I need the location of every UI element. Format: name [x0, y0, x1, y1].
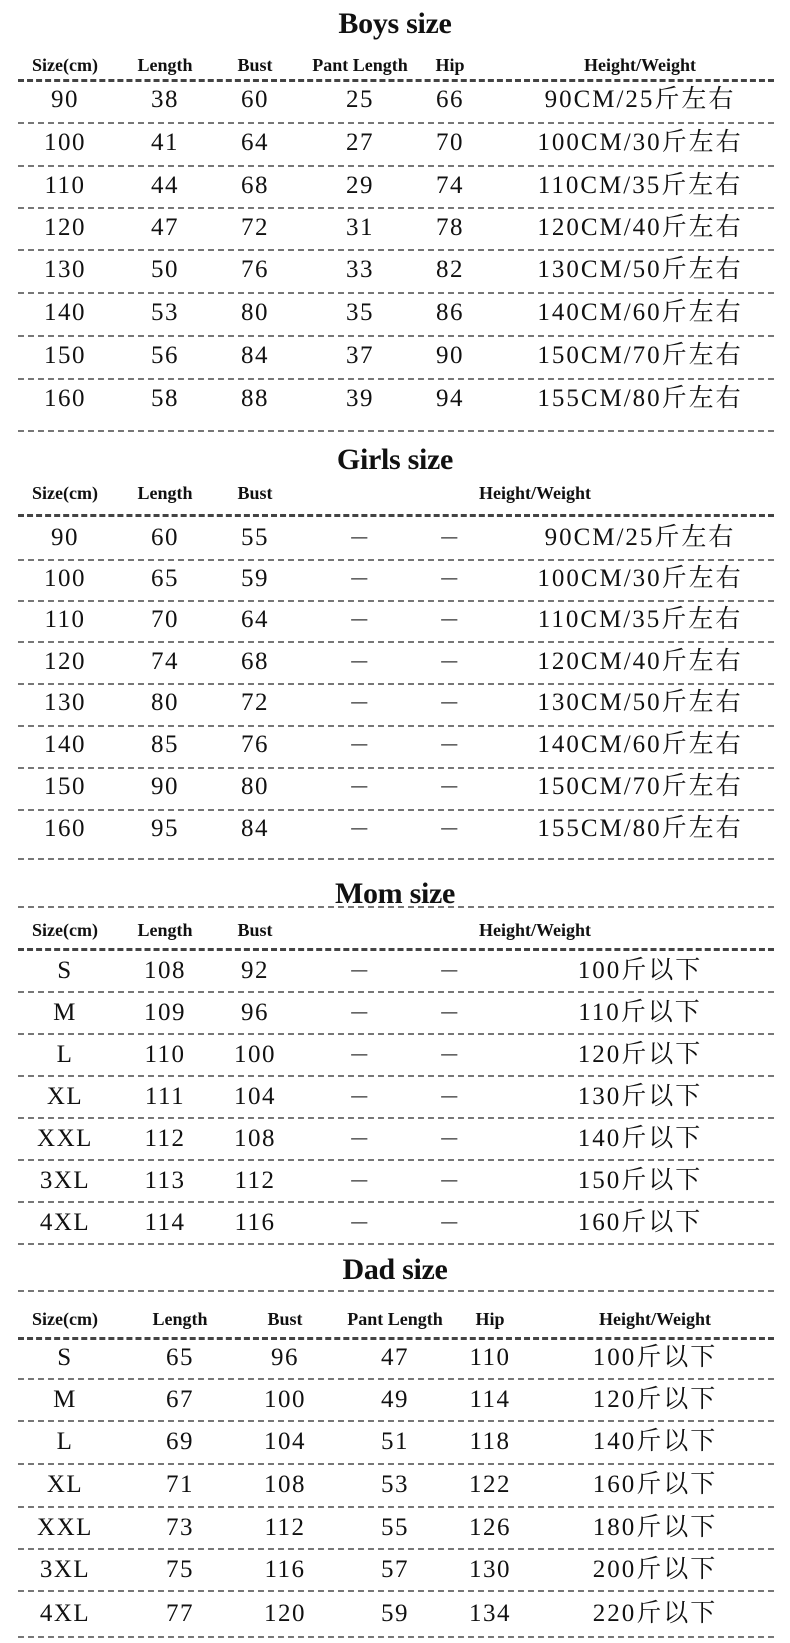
cell-size: M	[53, 1386, 77, 1413]
cell-pant-length: 35	[346, 299, 374, 326]
cell-size: 120	[44, 648, 86, 675]
cell-height-weight: 120CM/40斤左右	[537, 648, 743, 675]
header-bust: Bust	[267, 1309, 303, 1329]
cell-bust: 112	[234, 1167, 276, 1194]
girls-size-title: Girls size	[336, 443, 454, 476]
cell-pant-length: 53	[381, 1471, 409, 1498]
cell-empty: —	[350, 568, 370, 589]
cell-height-weight: 150CM/70斤左右	[537, 773, 743, 800]
cell-size: 160	[44, 385, 86, 412]
cell-height-weight: 180斤以下	[592, 1514, 718, 1541]
cell-height-weight: 100斤以下	[577, 957, 703, 984]
cell-size: XL	[46, 1083, 84, 1110]
cell-height-weight: 130斤以下	[577, 1083, 703, 1110]
table-row	[0, 991, 790, 1035]
cell-height-weight: 120斤以下	[592, 1386, 718, 1413]
cell-length: 65	[151, 565, 179, 592]
cell-hip: 78	[436, 214, 464, 241]
cell-empty: —	[350, 1002, 370, 1023]
cell-bust: 112	[264, 1514, 306, 1541]
cell-length: 74	[151, 648, 179, 675]
cell-empty: —	[440, 818, 460, 839]
cell-height-weight: 100CM/30斤左右	[537, 565, 743, 592]
cell-length: 69	[166, 1428, 194, 1455]
cell-empty: —	[440, 734, 460, 755]
cell-bust: 76	[241, 731, 269, 758]
cell-hip: 66	[436, 86, 464, 113]
cell-length: 77	[166, 1600, 194, 1627]
cell-length: 56	[151, 342, 179, 369]
cell-height-weight: 90CM/25斤左右	[544, 86, 736, 113]
cell-length: 113	[144, 1167, 186, 1194]
cell-empty: —	[440, 527, 460, 548]
header-bust: Bust	[237, 55, 273, 75]
divider	[18, 1290, 774, 1292]
table-row	[0, 1201, 790, 1245]
cell-bust: 60	[241, 86, 269, 113]
cell-pant-length: 47	[381, 1344, 409, 1371]
header-hip: Hip	[475, 1309, 505, 1329]
cell-height-weight: 110斤以下	[578, 999, 702, 1026]
cell-empty: —	[350, 609, 370, 630]
cell-length: 114	[144, 1209, 186, 1236]
table-row	[0, 206, 790, 250]
cell-empty: —	[350, 960, 370, 981]
table-row	[0, 1548, 790, 1592]
cell-size: 3XL	[39, 1556, 91, 1583]
cell-size: 4XL	[39, 1209, 91, 1236]
cell-height-weight: 140CM/60斤左右	[537, 731, 743, 758]
header-bust: Bust	[237, 483, 273, 503]
cell-bust: 76	[241, 256, 269, 283]
table-row	[0, 377, 790, 421]
cell-size: 140	[44, 299, 86, 326]
cell-empty: —	[440, 692, 460, 713]
cell-height-weight: 120CM/40斤左右	[537, 214, 743, 241]
cell-bust: 59	[241, 565, 269, 592]
cell-length: 53	[151, 299, 179, 326]
table-row	[0, 291, 790, 335]
cell-length: 44	[151, 172, 179, 199]
cell-bust: 92	[241, 957, 269, 984]
cell-size: L	[56, 1428, 74, 1455]
cell-length: 65	[166, 1344, 194, 1371]
header-height-weight: Height/Weight	[584, 55, 696, 75]
cell-size: 90	[51, 86, 79, 113]
cell-size: 130	[44, 689, 86, 716]
cell-length: 58	[151, 385, 179, 412]
cell-bust: 68	[241, 648, 269, 675]
cell-size: 120	[44, 214, 86, 241]
cell-pant-length: 55	[381, 1514, 409, 1541]
header-height-weight: Height/Weight	[599, 1309, 711, 1329]
cell-height-weight: 155CM/80斤左右	[537, 385, 743, 412]
cell-bust: 72	[241, 214, 269, 241]
cell-size: 140	[44, 731, 86, 758]
mom-size-title: Mom size	[334, 877, 456, 910]
cell-pant-length: 39	[346, 385, 374, 412]
cell-bust: 64	[241, 606, 269, 633]
cell-bust: 100	[234, 1041, 276, 1068]
table-row	[0, 723, 790, 767]
cell-size: 110	[44, 172, 86, 199]
header-length: Length	[152, 1309, 208, 1329]
cell-pant-length: 27	[346, 129, 374, 156]
table-row	[0, 1506, 790, 1550]
table-row	[0, 681, 790, 725]
table-row	[0, 1159, 790, 1203]
cell-length: 70	[151, 606, 179, 633]
cell-size: 150	[44, 342, 86, 369]
table-row	[0, 516, 790, 560]
table-row	[0, 765, 790, 809]
divider	[18, 1243, 774, 1245]
cell-height-weight: 200斤以下	[592, 1556, 718, 1583]
cell-height-weight: 130CM/50斤左右	[537, 256, 743, 283]
cell-bust: 96	[271, 1344, 299, 1371]
dad-header-row	[0, 1304, 790, 1334]
cell-empty: —	[440, 960, 460, 981]
cell-hip: 86	[436, 299, 464, 326]
cell-empty: —	[440, 1086, 460, 1107]
header-length: Length	[137, 55, 193, 75]
cell-empty: —	[350, 1128, 370, 1149]
cell-pant-length: 49	[381, 1386, 409, 1413]
table-row	[0, 807, 790, 851]
cell-size: 130	[44, 256, 86, 283]
cell-height-weight: 220斤以下	[592, 1600, 718, 1627]
cell-size: 100	[44, 129, 86, 156]
cell-size: S	[57, 957, 73, 984]
header-hip: Hip	[435, 55, 465, 75]
cell-empty: —	[440, 651, 460, 672]
cell-length: 60	[151, 524, 179, 551]
boys-size-title: Boys size	[338, 7, 452, 40]
cell-size: XL	[46, 1471, 84, 1498]
cell-size: 100	[44, 565, 86, 592]
table-row	[0, 1420, 790, 1464]
cell-height-weight: 160斤以下	[577, 1209, 703, 1236]
cell-empty: —	[440, 1002, 460, 1023]
cell-height-weight: 150CM/70斤左右	[537, 342, 743, 369]
cell-bust: 68	[241, 172, 269, 199]
cell-empty: —	[440, 1170, 460, 1191]
cell-length: 73	[166, 1514, 194, 1541]
header-length: Length	[137, 920, 193, 940]
boys-header-row	[0, 50, 790, 80]
cell-hip: 74	[436, 172, 464, 199]
cell-length: 95	[151, 815, 179, 842]
cell-length: 80	[151, 689, 179, 716]
divider	[18, 906, 774, 908]
cell-empty: —	[440, 568, 460, 589]
cell-hip: 82	[436, 256, 464, 283]
header-height-weight: Height/Weight	[479, 920, 591, 940]
cell-height-weight: 110CM/35斤左右	[537, 606, 743, 633]
cell-size: S	[57, 1344, 73, 1371]
cell-length: 47	[151, 214, 179, 241]
cell-bust: 104	[264, 1428, 306, 1455]
cell-height-weight: 90CM/25斤左右	[544, 524, 736, 551]
divider	[18, 858, 774, 860]
cell-length: 50	[151, 256, 179, 283]
cell-hip: 114	[469, 1386, 511, 1413]
cell-size: 90	[51, 524, 79, 551]
cell-length: 110	[144, 1041, 186, 1068]
cell-hip: 134	[469, 1600, 511, 1627]
cell-length: 108	[144, 957, 186, 984]
cell-bust: 100	[264, 1386, 306, 1413]
cell-bust: 64	[241, 129, 269, 156]
cell-size: 160	[44, 815, 86, 842]
cell-hip: 110	[469, 1344, 511, 1371]
cell-height-weight: 100CM/30斤左右	[537, 129, 743, 156]
cell-size: XXL	[37, 1125, 93, 1152]
cell-bust: 116	[264, 1556, 306, 1583]
cell-pant-length: 51	[381, 1428, 409, 1455]
cell-hip: 94	[436, 385, 464, 412]
cell-bust: 116	[234, 1209, 276, 1236]
cell-empty: —	[350, 1170, 370, 1191]
header-size: Size(cm)	[32, 55, 98, 75]
cell-bust: 84	[241, 815, 269, 842]
cell-height-weight: 140CM/60斤左右	[537, 299, 743, 326]
cell-length: 67	[166, 1386, 194, 1413]
cell-hip: 118	[469, 1428, 511, 1455]
cell-hip: 70	[436, 129, 464, 156]
cell-height-weight: 120斤以下	[577, 1041, 703, 1068]
cell-empty: —	[350, 776, 370, 797]
cell-hip: 90	[436, 342, 464, 369]
header-height-weight: Height/Weight	[479, 483, 591, 503]
cell-length: 71	[166, 1471, 194, 1498]
cell-bust: 88	[241, 385, 269, 412]
table-row	[0, 557, 790, 601]
cell-empty: —	[350, 1086, 370, 1107]
cell-bust: 120	[264, 1600, 306, 1627]
cell-bust: 96	[241, 999, 269, 1026]
table-row	[0, 164, 790, 208]
cell-height-weight: 140斤以下	[592, 1428, 718, 1455]
cell-length: 109	[144, 999, 186, 1026]
cell-height-weight: 130CM/50斤左右	[537, 689, 743, 716]
cell-size: 150	[44, 773, 86, 800]
cell-bust: 72	[241, 689, 269, 716]
cell-height-weight: 100斤以下	[592, 1344, 718, 1371]
cell-bust: 108	[234, 1125, 276, 1152]
cell-pant-length: 57	[381, 1556, 409, 1583]
cell-empty: —	[350, 651, 370, 672]
cell-length: 41	[151, 129, 179, 156]
cell-height-weight: 150斤以下	[577, 1167, 703, 1194]
table-row	[0, 1075, 790, 1119]
cell-pant-length: 25	[346, 86, 374, 113]
cell-empty: —	[440, 1128, 460, 1149]
cell-empty: —	[350, 1212, 370, 1233]
cell-empty: —	[440, 1044, 460, 1065]
cell-size: 110	[44, 606, 86, 633]
cell-size: L	[56, 1041, 74, 1068]
header-pant-length: Pant Length	[347, 1309, 443, 1329]
header-size: Size(cm)	[32, 1309, 98, 1329]
cell-empty: —	[440, 1212, 460, 1233]
cell-hip: 122	[469, 1471, 511, 1498]
cell-pant-length: 31	[346, 214, 374, 241]
header-pant-length: Pant Length	[312, 55, 408, 75]
cell-length: 85	[151, 731, 179, 758]
cell-bust: 80	[241, 773, 269, 800]
cell-bust: 84	[241, 342, 269, 369]
table-row	[0, 121, 790, 165]
cell-pant-length: 29	[346, 172, 374, 199]
cell-pant-length: 37	[346, 342, 374, 369]
cell-empty: —	[350, 692, 370, 713]
table-row	[0, 1463, 790, 1507]
cell-empty: —	[350, 818, 370, 839]
cell-bust: 104	[234, 1083, 276, 1110]
table-row	[0, 598, 790, 642]
cell-height-weight: 140斤以下	[577, 1125, 703, 1152]
header-size: Size(cm)	[32, 483, 98, 503]
cell-empty: —	[350, 1044, 370, 1065]
cell-height-weight: 155CM/80斤左右	[537, 815, 743, 842]
cell-length: 38	[151, 86, 179, 113]
table-row	[0, 334, 790, 378]
header-length: Length	[137, 483, 193, 503]
cell-size: 3XL	[39, 1167, 91, 1194]
table-row	[0, 949, 790, 993]
table-row	[0, 1378, 790, 1422]
table-row	[0, 1117, 790, 1161]
cell-pant-length: 59	[381, 1600, 409, 1627]
header-bust: Bust	[237, 920, 273, 940]
dad-size-title: Dad size	[342, 1253, 448, 1286]
cell-size: M	[53, 999, 77, 1026]
cell-size: XXL	[37, 1514, 93, 1541]
cell-length: 90	[151, 773, 179, 800]
cell-bust: 80	[241, 299, 269, 326]
divider	[18, 1636, 774, 1638]
cell-empty: —	[440, 776, 460, 797]
cell-empty: —	[350, 527, 370, 548]
cell-bust: 55	[241, 524, 269, 551]
cell-size: 4XL	[39, 1600, 91, 1627]
cell-length: 111	[144, 1083, 186, 1110]
cell-bust: 108	[264, 1471, 306, 1498]
header-size: Size(cm)	[32, 920, 98, 940]
cell-length: 75	[166, 1556, 194, 1583]
cell-hip: 130	[469, 1556, 511, 1583]
table-row	[0, 640, 790, 684]
mom-header-row	[0, 915, 790, 945]
cell-height-weight: 160斤以下	[592, 1471, 718, 1498]
cell-length: 112	[144, 1125, 186, 1152]
girls-header-row	[0, 478, 790, 508]
table-row	[0, 1033, 790, 1077]
table-row	[0, 1592, 790, 1636]
cell-empty: —	[440, 609, 460, 630]
cell-pant-length: 33	[346, 256, 374, 283]
cell-hip: 126	[469, 1514, 511, 1541]
table-row	[0, 1336, 790, 1380]
cell-empty: —	[350, 734, 370, 755]
table-row	[0, 248, 790, 292]
cell-height-weight: 110CM/35斤左右	[537, 172, 743, 199]
divider	[18, 430, 774, 432]
table-row	[0, 78, 790, 122]
